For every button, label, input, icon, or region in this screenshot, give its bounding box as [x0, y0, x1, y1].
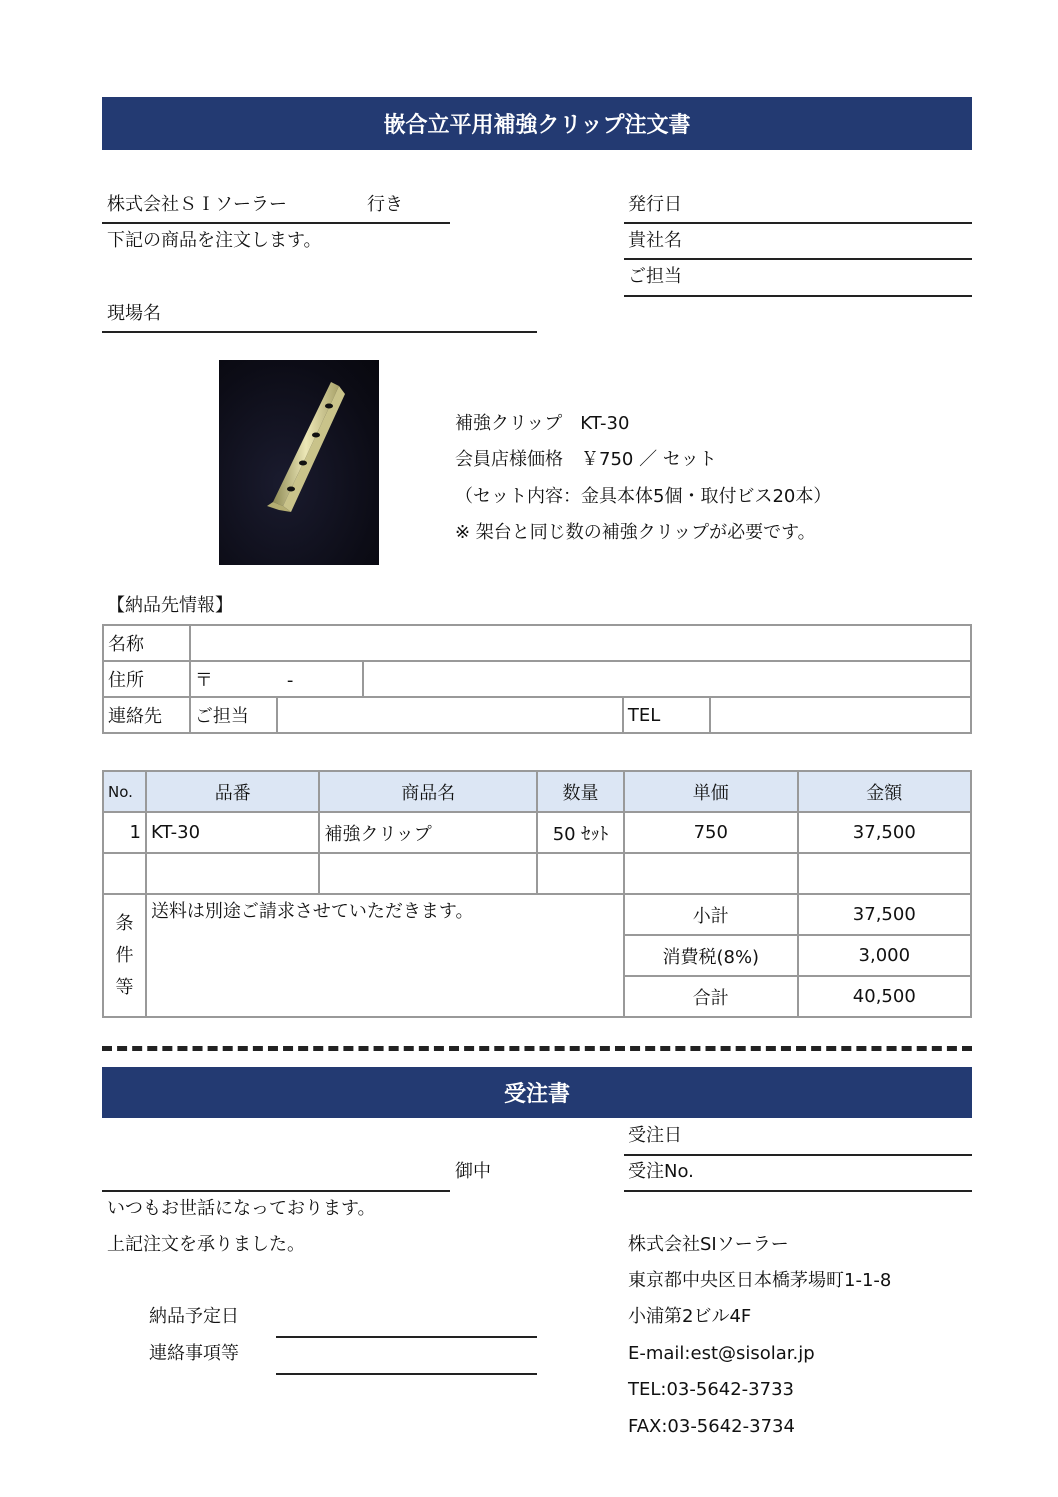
delivery-table	[102, 624, 972, 734]
notes-label: 連絡事項等	[149, 1343, 239, 1364]
conditions-char-1: 条	[115, 912, 134, 934]
empty-cell[interactable]	[798, 853, 971, 894]
delivery-date-label: 納品予定日	[149, 1306, 239, 1327]
product-set-line: （セット内容：金具本体5個・取付ビス20本）	[455, 486, 832, 507]
product-name-line: 補強クリップ KT-30	[455, 413, 630, 434]
issue-date-field[interactable]	[624, 222, 972, 224]
postal-code-field[interactable]	[190, 661, 363, 697]
header-unit-price: 単価	[624, 771, 798, 812]
contact-label: ご担当	[628, 266, 682, 287]
conditions-text: 送料は別途ご請求させていただきます。	[146, 894, 624, 1017]
postal-dash: -	[286, 670, 294, 691]
empty-cell[interactable]	[537, 853, 624, 894]
seller-tel: TEL:03-5642-3733	[628, 1379, 794, 1400]
to-suffix: 御中	[455, 1161, 491, 1182]
row-qty: 50 ｾｯﾄ	[537, 812, 624, 853]
conditions-label	[103, 894, 146, 1017]
seller-company: 株式会社SIソーラー	[628, 1234, 789, 1255]
accept-date-field[interactable]	[624, 1154, 972, 1156]
delivery-date-field[interactable]	[276, 1336, 537, 1338]
cut-line	[102, 1046, 972, 1051]
issue-date-label: 発行日	[628, 194, 682, 215]
total-label: 合計	[624, 976, 798, 1017]
seller-address-1: 東京都中央区日本橋茅場町1-1-8	[628, 1270, 892, 1291]
accept-no-field[interactable]	[624, 1190, 972, 1192]
delivery-name-field[interactable]	[190, 625, 971, 661]
postal-mark: 〒	[194, 670, 213, 691]
order-title: 嵌合立平用補強クリップ注文書	[383, 113, 691, 138]
greeting-2: 上記注文を承りました。	[107, 1234, 305, 1255]
clip-illustration	[219, 360, 379, 565]
delivery-address-label: 住所	[103, 661, 190, 697]
delivery-contact-label: 連絡先	[103, 697, 190, 733]
header-amount: 金額	[798, 771, 971, 812]
site-field[interactable]	[102, 331, 537, 333]
items-table	[102, 770, 972, 1018]
company-field[interactable]	[624, 258, 972, 260]
subtotal-label: 小計	[624, 894, 798, 935]
recipient-company: 株式会社ＳＩソーラー	[107, 194, 287, 215]
product-price-line: 会員店様価格 ￥750 ／ セット	[455, 449, 717, 470]
table-row	[103, 812, 971, 853]
accept-date-label: 受注日	[628, 1125, 682, 1146]
row-name: 補強クリップ	[319, 812, 537, 853]
header-qty: 数量	[537, 771, 624, 812]
row-amount: 37,500	[798, 812, 971, 853]
empty-cell[interactable]	[319, 853, 537, 894]
header-name: 商品名	[319, 771, 537, 812]
order-intro: 下記の商品を注文します。	[107, 230, 322, 251]
product-note-line: ※ 架台と同じ数の補強クリップが必要です。	[455, 522, 816, 543]
address-field[interactable]	[363, 661, 971, 697]
empty-cell[interactable]	[146, 853, 320, 894]
header-code: 品番	[146, 771, 320, 812]
company-label: 貴社名	[628, 230, 682, 251]
to-field[interactable]	[102, 1190, 450, 1192]
conditions-char-2: 件	[115, 944, 134, 966]
delivery-name-label: 名称	[103, 625, 190, 661]
product-photo	[219, 360, 379, 565]
accept-no-label: 受注No.	[628, 1161, 694, 1182]
delivery-tel-field[interactable]	[710, 697, 971, 733]
seller-address-2: 小浦第2ビル4F	[628, 1306, 752, 1327]
delivery-person-label: ご担当	[190, 697, 277, 733]
site-label: 現場名	[107, 303, 161, 324]
seller-fax: FAX:03-5642-3734	[628, 1416, 795, 1437]
recipient-suffix: 行き	[367, 194, 403, 215]
notes-field[interactable]	[276, 1373, 537, 1375]
delivery-tel-label: TEL	[623, 697, 710, 733]
row-no: 1	[103, 812, 146, 853]
empty-cell[interactable]	[103, 853, 146, 894]
empty-cell[interactable]	[624, 853, 798, 894]
acceptance-title-banner	[102, 1067, 972, 1118]
tax-label: 消費税(8%)	[624, 935, 798, 976]
tax-value: 3,000	[798, 935, 971, 976]
contact-field[interactable]	[624, 295, 972, 297]
total-value: 40,500	[798, 976, 971, 1017]
header-no: No.	[103, 771, 146, 812]
subtotal-value: 37,500	[798, 894, 971, 935]
order-title-banner	[102, 97, 972, 150]
greeting-1: いつもお世話になっております。	[107, 1198, 376, 1219]
table-row-empty	[103, 853, 971, 894]
row-unit-price: 750	[624, 812, 798, 853]
delivery-person-field[interactable]	[277, 697, 623, 733]
row-code: KT-30	[146, 812, 320, 853]
conditions-char-3: 等	[115, 976, 134, 998]
seller-email: E-mail:est@sisolar.jp	[628, 1343, 815, 1364]
recipient-underline	[102, 222, 450, 224]
delivery-section-label: 【納品先情報】	[107, 595, 233, 616]
items-header-row	[103, 771, 971, 812]
acceptance-title: 受注書	[503, 1082, 570, 1107]
